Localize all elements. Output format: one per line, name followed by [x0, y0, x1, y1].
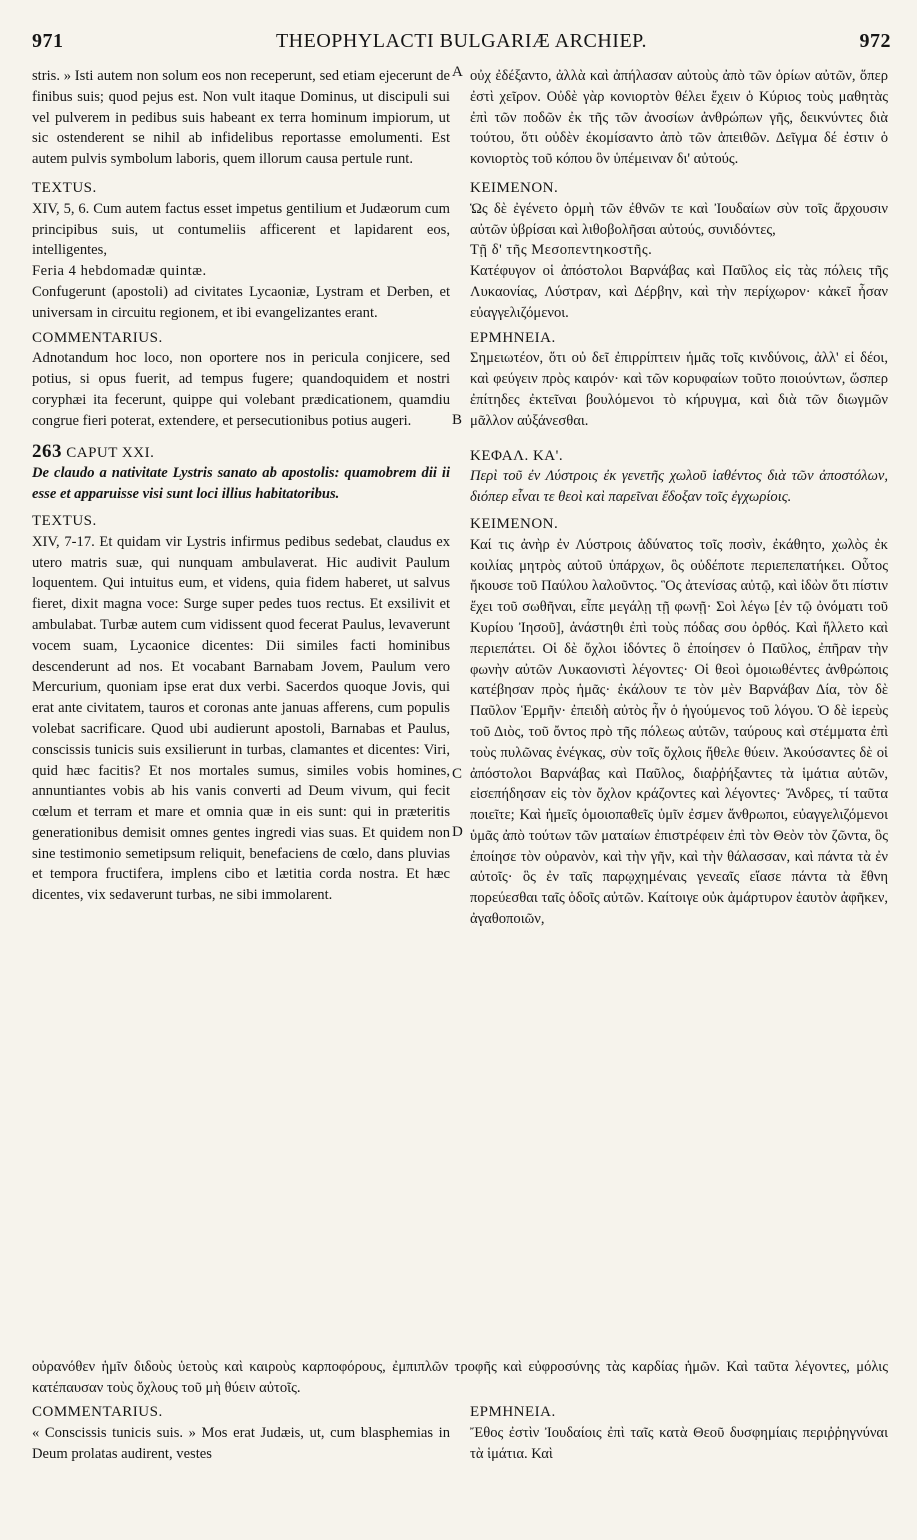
- latin-textus-1b: Confugerunt (apostoli) ad civitates Lycaoniæ, Lystram et Derben, et universam in circuitu regionem, et ibi evangelizantes erant.: [32, 283, 450, 321]
- siglum-c: C: [452, 766, 463, 782]
- siglum-b: B: [452, 412, 463, 428]
- greek-chapter-title: Περὶ τοῦ ἐν Λύστροις ἐκ γενετῆς χωλοῦ ἰαθέντος διὰ τῶν ἀποστόλων, διόπερ εἶναι τε θεοὶ καὶ παρεῖναι ἔδοξαν τοῖς ἐγχωρίοις.: [470, 468, 888, 506]
- greek-chapter-label: ΚΕΦΑΛ. ΚΑ'.: [470, 447, 564, 464]
- greek-column-lower: [470, 1402, 888, 1464]
- greek-keimenon-1b: Κατέφυγον οἱ ἀπόστολοι Βαρνάβας καὶ Παῦλος εἰς τὰς πόλεις τῆς Λυκαονίας, Λύστραν, καὶ Δέρβην, καὶ τὴν περίχωρον· κἀκεῖ ἦσαν εὐαγγελιζόμενοι.: [470, 263, 888, 321]
- latin-feria-line: Feria 4 hebdomadæ quintæ.: [32, 263, 207, 280]
- latin-chapter-title: De claudo a nativitate Lystris sanato ab apostolis: quamobrem dii ii esse et apparuisse visi sunt loci illius habitatoribus.: [32, 465, 450, 503]
- latin-commentarius-heading-2: COMMENTARIUS.: [32, 1404, 163, 1420]
- siglum-a: A: [452, 64, 463, 80]
- latin-textus-1a: XIV, 5, 6. Cum autem factus esset impetus gentilium et Judæorum cum principibus suis, ut contumeliis afficerent et lapidarent eos, intelligentes,: [32, 200, 450, 259]
- greek-day-line: Τῇ δ' τῆς Μεσοπεντηκοστῆς.: [470, 242, 653, 259]
- latin-chapter-heading: [32, 442, 450, 464]
- latin-commentarius-heading-1: COMMENTARIUS.: [32, 329, 163, 346]
- page-number-right: 972: [859, 30, 891, 52]
- greek-hermeneia-heading-1: ΕΡΜΗΝΕΙΑ.: [470, 329, 556, 346]
- latin-commentarius-2: « Conscissis tunicis suis. » Mos erat Judæis, ut, cum blasphemias in Deum prolatas audirent, vestes: [32, 1424, 450, 1462]
- running-title: THEOPHYLACTI BULGARIÆ ARCHIEP.: [275, 30, 648, 52]
- greek-keimenon-heading-1: ΚΕΙΜΕΝΟΝ.: [470, 179, 559, 196]
- greek-hermeneia-2: Ἔθος ἐστὶν Ἰουδαίοις ἐπὶ ταῖς κατὰ Θεοῦ δυσφημίαις περιῤῥηγνύναι τὰ ἱμάτια. Καὶ: [470, 1424, 888, 1462]
- latin-column-lower: [32, 1402, 450, 1464]
- latin-column: [32, 66, 450, 906]
- latin-textus-2: XIV, 7-17. Et quidam vir Lystris infirmus pedibus sedebat, claudus ex utero matris suæ, qui nunquam ambulaverat. Hic audivit Paulum loquentem. Qui intuitus eum, et videns, quia fidem haberet, ut salvus fieret, dixit magna voce: Surge super pedes tuos rectus. Et exsilivit et ambulabat. Turbæ autem cum vidissent quod fecerat Paulus, levaverunt vocem suam, Lycaonice dicentes: Dii similes facti hominibus descenderunt ad nos. Et vocabant Barnabam Jovem, Paulum vero Mercurium, quoniam ipse erat dux verbi. Sacerdos quoque Jovis, qui erat ante civitatem, tauros et coronas ante januas afferens, cum populis volebat sacrificare. Quod ubi audierunt apostoli, Barnabas et Paulus, conscissis tunicis suis exsilierunt in turbas, clamantes et dicentes: Viri, quid hæc facitis? Et nos mortales sumus, similes vobis homines, annuntiantes vobis ab his vanis converti ad Deum vivum, qui fecit cœlum et terram et mare et omnia quæ in eis sunt: qui in præteritis generationibus demisit omnes gentes ingredi vias suas. Et quidem non sine testimonio semetipsum reliquit, benefaciens de cœlo, dans pluvias et tempora fructifera, implens cibo et lætitia corda nostra. Et hæc dicentes, vix sedaverunt turbas, ne sibi immolarent.: [32, 533, 450, 904]
- greek-column: [470, 66, 888, 930]
- latin-textus-heading-2: TEXTUS.: [32, 512, 97, 529]
- greek-keimenon-2: Καί τις ἀνὴρ ἐν Λύστροις ἀδύνατος τοῖς ποσὶν, ἐκάθητο, χωλὸς ἐκ κοιλίας μητρὸς αὐτοῦ ὑπάρχων, ὃς οὐδέποτε περιεπεπατήκει. Οὗτος ἤκουσε τοῦ Παύλου λαλοῦντος. Ὃς ἀτενίσας αὐτῷ, καὶ ἰδὼν ὅτι πίστιν ἔχει τοῦ σωθῆναι, εἶπε μεγάλῃ τῇ φωνῇ· Σοὶ λέγω [ἐν τῷ ὀνόματι τοῦ Κυρίου Ἰησοῦ], ἀνάστηθι ἐπὶ τοὺς πόδας σου ὀρθός. Καὶ ἥλλετο καὶ περιεπάτει. Οἱ δὲ ὄχλοι ἰδόντες ὃ ἐποίησεν ὁ Παῦλος, ἐπῆραν τὴν φωνὴν αὐτῶν Λυκαονιστὶ λέγοντες· Οἱ θεοὶ ὁμοιωθέντες ἀνθρώποις κατέβησαν πρὸς ἡμᾶς· ἐκάλουν τε τὸν μὲν Βαρνάβαν Δία, τὸν δὲ Παῦλον Ἑρμῆν· ἐπειδὴ αὐτὸς ἦν ὁ ἡγούμενος τοῦ λόγου. Ὁ δὲ ἱερεὺς τοῦ Διὸς, τοῦ ὄντος πρὸ τῆς πόλεως αὐτῶν, ταύρους καὶ στέμματα ἐπὶ τοὺς πυλῶνας ἐνέγκας, σὺν τοῖς ὄχλοις ἤθελε θύειν. Ἀκούσαντες δὲ οἱ ἀπόστολοι Βαρνάβας καὶ Παῦλος, διαῤῥήξαντες τὰ ἱμάτια αὐτῶν, εἰσεπήδησαν εἰς τὸν ὄχλον κράζοντες καὶ λέγοντες· Ἄνδρες, τί ταῦτα ποιεῖτε; Καὶ ἡμεῖς ὁμοιοπαθεῖς ὑμῖν ἐσμεν ἄνθρωποι, εὐαγγελιζόμενοι ὑμᾶς ἀπὸ τούτων τῶν ματαίων ἐπιστρέφειν ἐπὶ τὸν Θεὸν τὸν ζῶντα, ὃς ἐποίησε τὸν οὐρανὸν, καὶ τὴν γῆν, καὶ τὴν θάλασσαν, καὶ πάντα τὰ ἐν αὐτοῖς· ὃς ἐν ταῖς παρῳχημέναις γενεαῖς εἴασε πάντα τὰ ἔθνη πορεύεσθαι ταῖς ὁδοῖς αὐτῶν. Καίτοιγε οὐκ ἀμάρτυρον ἑαυτὸν ἀφῆκεν, ἀγαθοποιῶν,: [470, 536, 888, 928]
- latin-chapter-label: CAPUT XXI.: [66, 444, 155, 461]
- siglum-d: D: [452, 824, 463, 840]
- running-header: [32, 30, 891, 58]
- latin-commentarius-1: Adnotandum hoc loco, non oportere nos in pericula conjicere, sed potius, si opus fuerit, ad tempus fugere; quandoquidem et nostri coryphæi ita fecerunt, quippe qui volebant prædicationem, quamdiu congrue fieri poterat, extendere, et persecutionibus potius augeri.: [32, 350, 450, 429]
- page-number-left: 971: [32, 30, 64, 52]
- latin-textus-heading-1: TEXTUS.: [32, 179, 97, 196]
- greek-keimenon-heading-2: ΚΕΙΜΕΝΟΝ.: [470, 515, 559, 532]
- greek-keimenon-2-continuation: [32, 1357, 888, 1399]
- greek-keimenon-1a: Ὡς δὲ ἐγένετο ὁρμὴ τῶν ἐθνῶν τε καὶ Ἰουδαίων σὺν τοῖς ἄρχουσιν αὐτῶν ὑβρίσαι καὶ λιθοβολῆσαι αὐτούς, συνιδόντες,: [470, 200, 888, 238]
- greek-keimenon-2-cont-text: οὐρανόθεν ἡμῖν διδοὺς ὑετοὺς καὶ καιροὺς καρποφόρους, ἐμπιπλῶν τροφῆς καὶ εὐφροσύνης τὰς καρδίας ἡμῶν. Καὶ ταῦτα λέγοντες, μόλις κατέπαυσαν τοὺς ὄχλους τοῦ μὴ θύειν αὐτοῖς.: [32, 1359, 888, 1396]
- greek-intro: οὐχ ἐδέξαντο, ἀλλὰ καὶ ἀπήλασαν αὐτοὺς ἀπὸ τῶν ὁρίων αὐτῶν, ὅπερ ἐστὶ χεῖρον. Οὐδὲ γὰρ κονιορτὸν θέλει ἔχειν ὁ Κύριος τοὺς μαθητὰς ἐπὶ τῶν ποδῶν ἐκ τῆς τῶν ἀνοσίων ἀνθρώπων γῆς, δεικνύντες διὰ τούτου, ὅτι οὐδὲν ἐκομίσαντο ἀπὸ τῶν ἀπειθῶν. Δεῖγμα δέ ἐστιν ὁ κονιορτὸς τοῦ κόπου ὃν ὑπέμειναν δι' αὐτούς.: [470, 68, 888, 168]
- column-number: 263: [32, 440, 62, 462]
- greek-hermeneia-heading-2: ΕΡΜΗΝΕΙΑ.: [470, 1404, 556, 1420]
- latin-intro: stris. » Isti autem non solum eos non receperunt, sed etiam ejecerunt de finibus suis; quod pejus est. Non vult itaque Dominus, ut discipuli sui vel pulverem in pedibus suis habeant ex terra hominum impiorum, ut sic ostenderent se nihil ab infidelibus reportasse emolumenti. Est autem pulvis symbolum laboris, quem illorum causa pertule runt.: [32, 68, 450, 168]
- greek-hermeneia-1: Σημειωτέον, ὅτι οὐ δεῖ ἐπιρρίπτειν ἡμᾶς τοῖς κινδύνοις, ἀλλ' εἰ δέοι, καὶ φεύγειν πρὸς καιρόν· καὶ τῶν κορυφαίων τοῦτο ποιούντων, ὥσπερ ἐπίτηδες ἐκτεῖναι βουλόμενοι τὸ κήρυγμα, καὶ διὰ τῶν διωγμῶν μᾶλλον αὐξάνεσθαι.: [470, 350, 888, 429]
